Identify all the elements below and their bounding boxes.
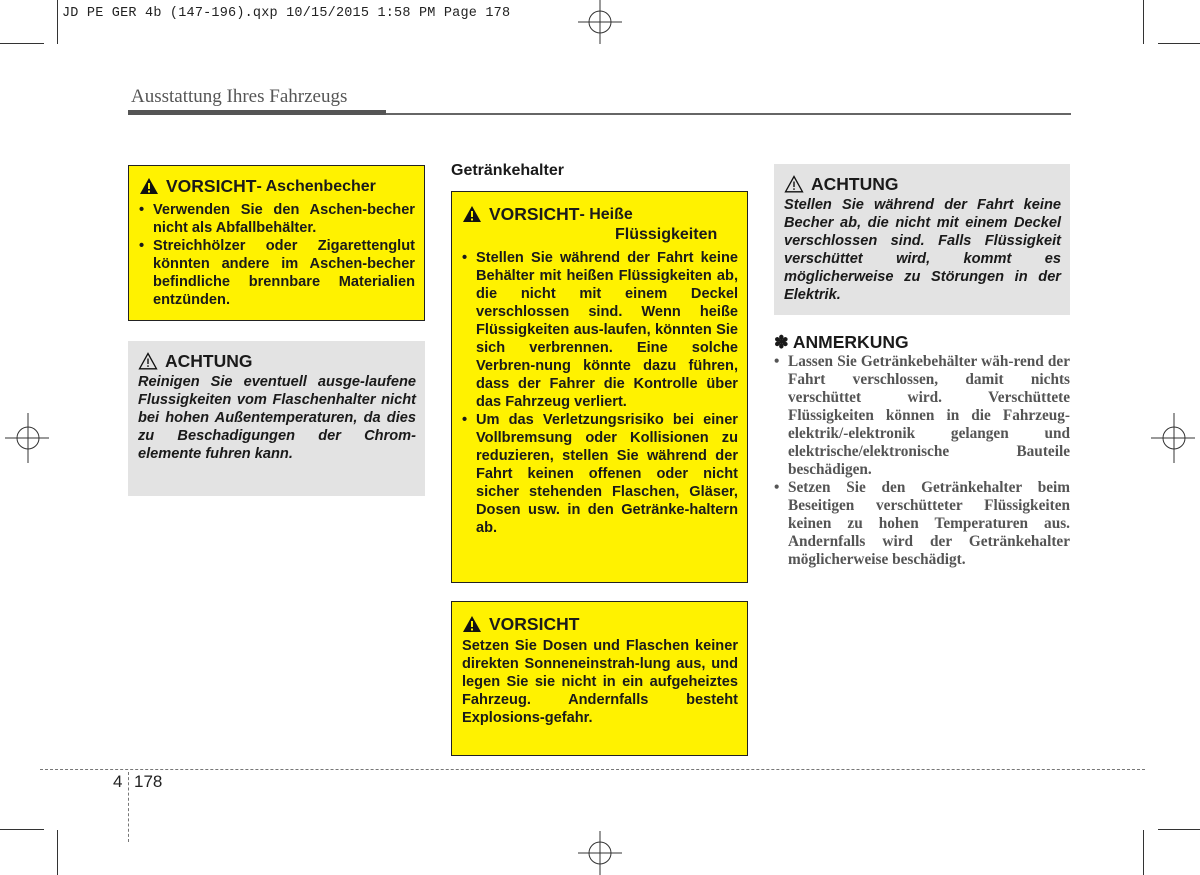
- header-rule: [386, 113, 1071, 115]
- section-title: Ausstattung Ihres Fahrzeugs: [131, 86, 348, 107]
- note-title: ANMERKUNG: [792, 332, 909, 352]
- crop-mark: [57, 830, 58, 875]
- crop-mark: [1158, 43, 1200, 44]
- crop-mark: [0, 829, 44, 830]
- caution-list: [139, 201, 415, 309]
- list-item: • Um das Verletzungsrisiko bei einer Vollbremsung oder Kollisionen zu reduzieren, stellen Sie während der Fahrt keinen offenen oder nicht sicher stehenden Flaschen, Gläser, Dosen usw. in den Getränke-haltern ab.: [462, 411, 738, 537]
- achtung-box-cleaning: [128, 341, 425, 496]
- registration-mark-top: [575, 0, 625, 44]
- caution-label: VORSICHT: [166, 176, 257, 196]
- section-heading: Getränkehalter: [451, 162, 564, 179]
- print-slug: JD PE GER 4b (147-196).qxp 10/15/2015 1:58 PM Page 178: [62, 6, 511, 21]
- caution-title: [462, 204, 738, 225]
- achtung-title: [138, 351, 416, 371]
- caution-label: VORSICHT: [489, 614, 580, 634]
- crop-mark: [1158, 829, 1200, 830]
- footer-divider: [40, 769, 1145, 770]
- list-item: • Verwenden Sie den Aschen-becher nicht als Abfallbehälter.: [139, 201, 415, 237]
- caution-title: [139, 176, 415, 197]
- crop-mark: [1143, 830, 1144, 875]
- warning-triangle-icon: [784, 175, 804, 193]
- achtung-box-cups: [774, 164, 1070, 315]
- caution-box-sunlight: [451, 601, 748, 756]
- achtung-text: Stellen Sie während der Fahrt keine Becher ab, die nicht mit einem Deckel verschlossen sind. Falls Flüssigkeit verschüttet wird, kommt es möglicherweise zu Störungen in der Elektrik.: [784, 197, 1061, 303]
- achtung-label: ACHTUNG: [811, 174, 899, 194]
- note-heading: [774, 332, 1070, 352]
- asterisk-icon: ✽: [774, 332, 789, 352]
- caution-text: Setzen Sie Dosen und Flaschen keiner direkten Sonneneinstrah-lung aus, und legen Sie sie nicht in ein aufgeheiztes Fahrzeug. Andernfalls besteht Explosions-gefahr.: [462, 638, 738, 726]
- achtung-text: Reinigen Sie eventuell ausge-laufene Flussigkeiten vom Flaschenhalter nicht bei hohen Außentemperaturen, da dies zu Beschadigungen der Chrom-elemente fuhren kann.: [138, 374, 416, 462]
- warning-triangle-icon: [138, 352, 158, 370]
- list-item: • Setzen Sie den Getränkehalter beim Beseitigen verschütteter Flüssigkeiten keinen zu hohen Temperaturen aus. Andernfalls wird der Getränkehalter möglicherweise beschädigt.: [774, 479, 1070, 569]
- caution-box-ashtray: [128, 165, 425, 321]
- warning-triangle-icon: [139, 177, 159, 195]
- crop-mark: [0, 43, 44, 44]
- warning-triangle-icon: [462, 615, 482, 633]
- crop-mark: [1143, 0, 1144, 44]
- note-list: [774, 353, 1070, 569]
- caution-subtitle: - Heiße: [579, 206, 633, 223]
- list-item: • Streichhölzer oder Zigarettenglut könnten andere im Aschen-becher befindliche brennbare Materialien entzünden.: [139, 237, 415, 309]
- page-number: 178: [134, 772, 163, 791]
- caution-box-hot-liquids: [451, 191, 748, 583]
- achtung-title: [784, 174, 1061, 194]
- footer-divider-vertical: [128, 772, 129, 842]
- note-section: [774, 332, 1070, 569]
- caution-subtitle: - Aschenbecher: [256, 178, 376, 195]
- registration-mark-left: [0, 413, 50, 463]
- chapter-number: 4: [113, 772, 123, 791]
- registration-mark-bottom: [575, 831, 625, 875]
- registration-mark-right: [1150, 413, 1200, 463]
- caution-list: [462, 249, 738, 537]
- list-item: • Lassen Sie Getränkebehälter wäh-rend der Fahrt verschlossen, damit nichts verschüttet wird. Verschüttete Flüssigkeiten können in die Fahrzeug-elektrik/-elektronik gelangen und elektrische/elektronische Bauteile beschädigen.: [774, 353, 1070, 479]
- achtung-label: ACHTUNG: [165, 351, 253, 371]
- caution-label: VORSICHT: [489, 204, 580, 224]
- list-item: • Stellen Sie während der Fahrt keine Behälter mit heißen Flüssigkeiten ab, die nicht mit einem Deckel verschlossen sind. Wenn heiße Flüssigkeiten aus-laufen, könnten Sie sich verbrennen. Eine solche Verbren-nung könnte dazu führen, dass der Fahrer die Kontrolle über das Fahrzeug verliert.: [462, 249, 738, 411]
- header-rule: [128, 110, 386, 115]
- warning-triangle-icon: [462, 205, 482, 223]
- caution-title: [462, 614, 738, 634]
- crop-mark: [57, 0, 58, 44]
- caution-subtitle-line2: Flüssigkeiten: [615, 226, 718, 243]
